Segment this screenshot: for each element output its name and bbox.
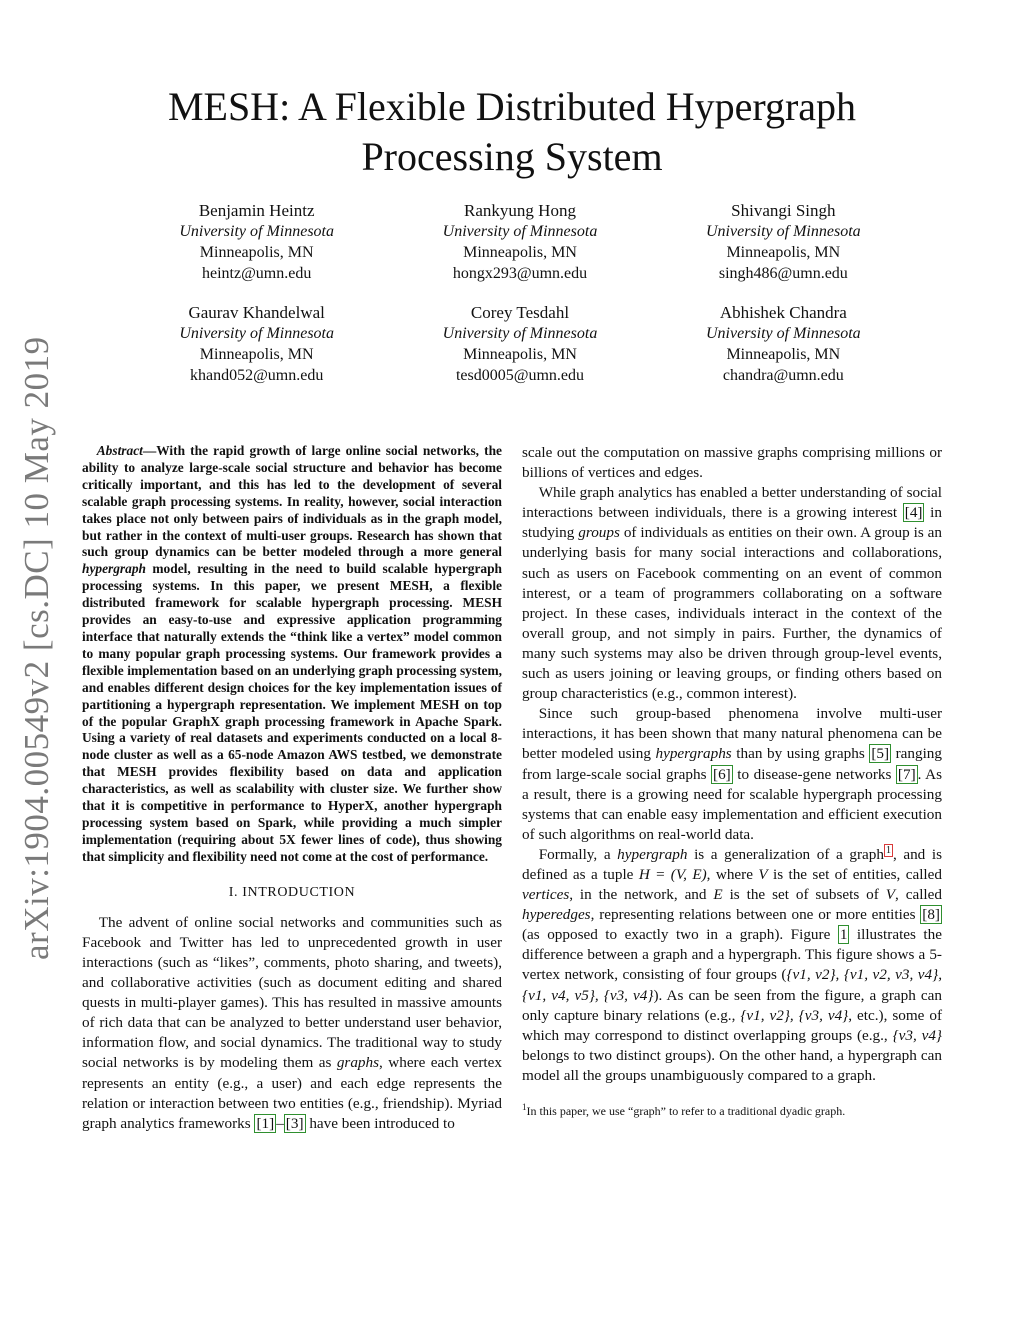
author-location: Minneapolis, MN [199,346,314,363]
text-run: is a generalization of a graph [687,845,884,863]
citation-link-1[interactable]: [1] [256,1114,275,1132]
abstract-text-1: —With the rapid growth of large online social networks, the ability to analyze large-scale social structure and behavior has become critically important, and this has led to the development of several scalable graph processing systems. In reality, however, social interaction takes place not only between pairs of individuals as in the graph model, but rather in the context of multi-user groups. Research has shown that such group dynamics can be better modeled through a more general [82,443,502,560]
text-run: have been introduced to [305,1114,455,1132]
right-column [522,443,942,1119]
text-run: , and is defined as a tuple [522,845,942,883]
section-number: I. [228,884,239,900]
text-run: , in the network, and [569,886,714,904]
text-run: (as opposed to exactly two in a graph). Figure [522,926,838,944]
author-card [125,200,388,284]
text-run: is the set of subsets of [722,886,886,904]
footnote [522,1100,942,1119]
text-run: While graph analytics has enabled a better understanding of social interactions between individuals, there is a growing interest [522,484,942,522]
footnote-link-1[interactable]: 1 [885,844,891,856]
author-email: hongx293@umn.edu [452,265,588,282]
author-email: heintz@umn.edu [201,265,312,282]
author-location: Minneapolis, MN [726,244,841,261]
emphasis-hypergraph: hypergraph [617,845,688,863]
text-run: – [276,1114,284,1132]
arxiv-identifier: arXiv:1904.00549v2 [cs.DC] 10 May 2019 [17,336,56,960]
author-card [652,302,915,386]
author-card [388,200,651,284]
left-column [82,443,502,1134]
author-email: tesd0005@umn.edu [455,367,585,384]
text-run: , where [706,865,759,883]
author-name: Corey Tesdahl [470,303,570,322]
figure-link-1[interactable]: 1 [839,926,848,944]
intro-paragraph-2 [522,483,942,704]
text-run: of individuals as entities on their own. A group is an underlying basis for many social interactions and collaborations, such as users on Facebook commenting on an event of common interest, or a team of programmers collaborating on a software project. In these cases, individuals interact in the context of the overall group, and not simply in pairs. Further, the dynamics of many such systems may also be driven through group-level events, such as users joining or leaving groups, or finding others based on group characteristics (e.g., common interest). [522,524,942,703]
author-affiliation: University of Minnesota [179,325,334,342]
author-email: chandra@umn.edu [722,367,844,384]
citation-link-8[interactable]: [8] [922,906,940,924]
footnote-mark: 1 [522,1102,527,1112]
text-run: Formally, a [538,845,618,863]
section-title-initial: I [242,884,248,900]
author-location: Minneapolis, MN [726,346,841,363]
text-run: , called [895,886,942,904]
citation-link-3[interactable]: [3] [285,1114,304,1132]
text-run: ranging from large-scale social graphs [522,745,942,783]
author-name: Abhishek Chandra [719,303,847,322]
author-email: khand052@umn.edu [189,367,324,384]
math-symbol: E [713,886,723,904]
text-run: is the set of entities, called [767,865,942,883]
author-location: Minneapolis, MN [199,244,314,261]
author-name: Shivangi Singh [731,201,836,220]
author-name: Benjamin Heintz [198,201,315,220]
emphasis-graphs: graphs [336,1054,380,1072]
author-card [652,200,915,284]
abstract [82,443,502,866]
author-affiliation: University of Minnesota [179,223,334,240]
author-email: singh486@umn.edu [718,265,848,282]
author-block [125,200,915,386]
author-affiliation: University of Minnesota [706,223,861,240]
intro-paragraph-3 [522,704,942,845]
math-pair: {v3, v4} [892,1026,943,1044]
citation-link-6[interactable]: [6] [713,765,731,783]
text-run: Since such group-based phenomena involve multi-user interactions, it has been shown that many natural phenomena can be better modeled using [522,705,942,763]
citation-link-7[interactable]: [7] [897,765,916,783]
author-name: Rankyung Hong [464,201,576,220]
intro-paragraph-continued: scale out the computation on massive graphs comprising millions or billions of vertices and edges. [522,444,942,482]
abstract-text-2: model, resulting in the need to build scalable hypergraph processing systems. In this paper, we present MESH, a flexible distributed framework for scalable hypergraph processing. MESH provides an easy-to-use and expressive application programming interface that naturally extends the “think like a vertex” model common to many popular graph processing systems. Our framework provides a flexible implementation based on an underlying graph processing system, and enables different design choices for the key implementation issues of partitioning a hypergraph representation. We implement MESH on top of the popular GraphX graph processing framework in Apache Spark. Using a variety of real datasets and experiments conducted on a local 8-node cluster as well as a 65-node Amazon AWS testbed, we demonstrate that MESH provides flexibility based on data and application characteristics, as well as scalability with cluster size. We further show that it is competitive in performance to HyperX, another hypergraph processing system based on Spark, while providing a much simpler implementation (requiring about 5X fewer lines of code), thus showing that simplicity and flexibility need not come at the cost of performance. [82,561,502,864]
footnote-text: In this paper, we use “graph” to refer to a traditional dyadic graph. [526,1104,846,1118]
author-affiliation: University of Minnesota [442,325,598,342]
emphasis-hypergraphs: hypergraphs [655,745,732,763]
abstract-hypergraph-term: hypergraph [82,561,146,577]
section-title-rest: NTRODUCTION [247,884,356,900]
text-run: belongs to two distinct groups). On the other hand, a hypergraph can model all the groups unambiguously compared to a graph. [522,1046,942,1084]
math-symbol: V [885,886,896,904]
citation-link-4[interactable]: [4] [904,504,923,522]
author-name: Gaurav Khandelwal [188,303,325,322]
paper-title: MESH: A Flexible Distributed Hypergraph Processing System [167,84,857,179]
author-location: Minneapolis, MN [463,244,577,261]
text-run: to disease-gene networks [732,765,896,783]
math-binary: {v1, v2}, {v3, v4} [740,1006,849,1024]
math-groups: {v1, v2}, {v1, v2, v3, v4}, {v1, v4, v5}, {v3, v4} [522,966,942,1004]
text-run: The advent of online social networks and communities such as Facebook and Twitter has led to unprecedented growth in user interactions (such as “likes”, comments, photo sharing, and tweets), and collaborative activities (such as document editing and shared quests in multi-player games). This has resulted in massive amounts of rich data that can be analyzed to better understand user behavior, information flow, and social dynamics. The traditional way to study social networks is by modeling them as [82,913,502,1072]
intro-paragraph-4 [522,845,942,1086]
author-affiliation: University of Minnesota [706,325,861,342]
text-run: illustrates the difference between a graph and a hypergraph. This figure shows a 5-vertex network, consisting of four groups ( [522,926,942,984]
author-location: Minneapolis, MN [463,346,577,363]
text-run: , where each vertex represents an entity (e.g., a user) and each edge represents the relation or interaction between two entities (e.g., friendship). Myriad graph analytics frameworks [82,1054,502,1132]
text-run: , representing relations between one or more entities [590,906,921,924]
emphasis-vertices: vertices [522,886,570,904]
text-run: ). As can be seen from the figure, a graph can only capture binary relations (e.g., [522,986,943,1024]
math-tuple: H = (V, E) [638,865,707,883]
citation-link-5[interactable]: [5] [871,745,890,763]
author-card [388,302,651,386]
text-run: , etc.), some of which may correspond to distinct overlapping groups (e.g., [522,1006,942,1044]
text-run: in studying [522,504,942,542]
text-run: than by using graphs [731,745,870,763]
abstract-label: Abstract [96,443,143,458]
emphasis-hyperedges: hyperedges [522,906,591,924]
intro-paragraph-1 [82,913,502,1134]
author-card [125,302,388,386]
author-affiliation: University of Minnesota [442,223,598,240]
section-heading-introduction [82,883,502,903]
emphasis-groups: groups [578,524,620,542]
math-symbol: V [758,865,768,883]
text-run: . As a result, there is a growing need for scalable hypergraph processing systems that can enable easy implementation and efficient execution of such algorithms on real-world data. [522,765,942,843]
